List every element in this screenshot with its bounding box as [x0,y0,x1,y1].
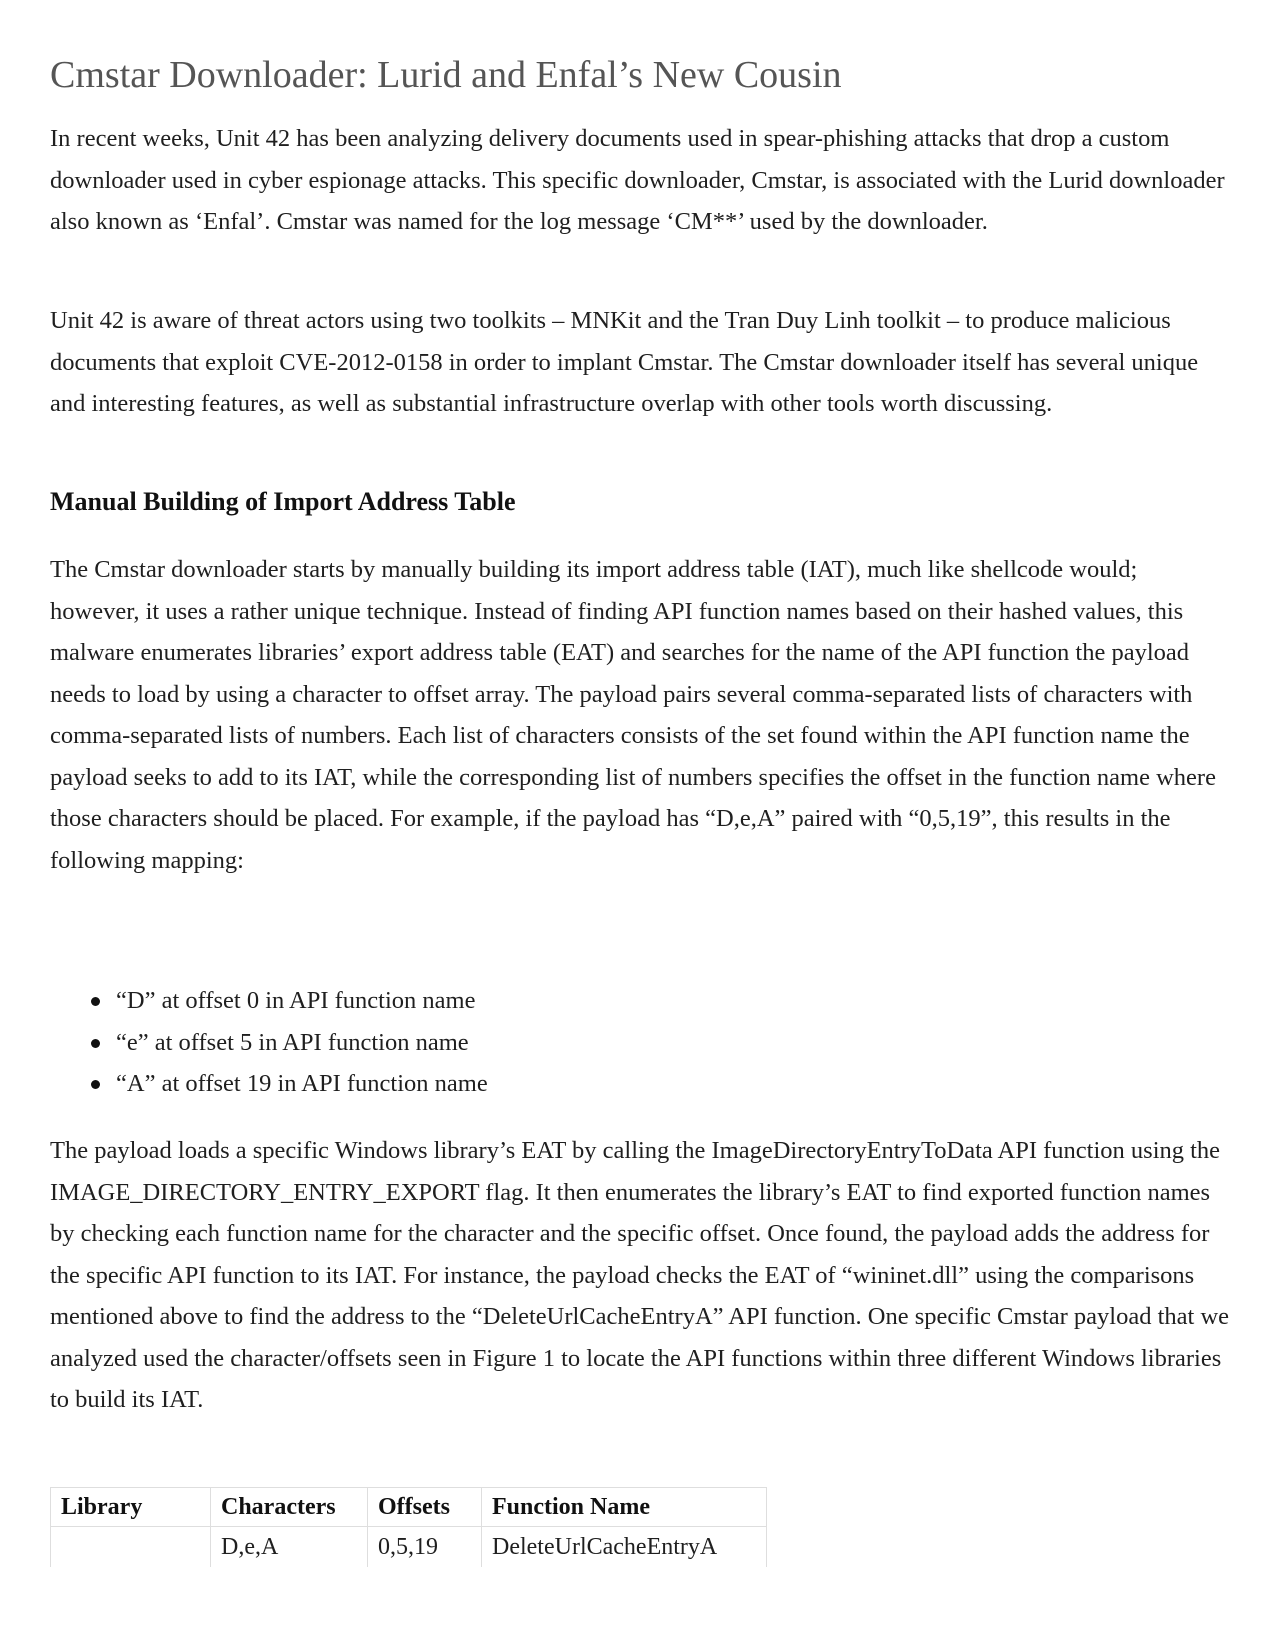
column-header-function-name: Function Name [482,1488,767,1527]
bullet-icon [91,997,100,1006]
list-item [50,1022,488,1064]
table-row [51,1527,767,1568]
list-item-text: “D” at offset 0 in API function name [116,987,476,1014]
column-header-characters: Characters [211,1488,368,1527]
cell-characters: D,e,A [211,1527,368,1568]
section-paragraph-2: The payload loads a specific Windows library’s EAT by calling the ImageDirectoryEntryToData API function using the IMAGE_DIRECTORY_ENTRY_EXPORT flag. It then enumerates the library’s EAT to find exported function names by checking each function name for the character and the specific offset. Once found, the payload adds the address for the specific API function to its IAT. For instance, the payload checks the EAT of “wininet.dll” using the comparisons mentioned above to find the address to the “DeleteUrlCacheEntryA” API function. One specific Cmstar payload that we analyzed used the character/offsets seen in Figure 1 to locate the API functions within three different Windows libraries to build its IAT. [50,1137,1230,1413]
bullet-icon [91,1080,100,1089]
section-heading: Manual Building of Import Address Table [50,487,516,516]
list-item [50,1063,488,1105]
cell-function-name: DeleteUrlCacheEntryA [482,1527,767,1568]
api-offsets-table [50,1487,767,1567]
offset-mapping-list [50,980,488,1105]
column-header-offsets: Offsets [368,1488,482,1527]
cell-offsets: 0,5,19 [368,1527,482,1568]
list-item-text: “e” at offset 5 in API function name [116,1028,469,1056]
section-paragraph-1: The Cmstar downloader starts by manually building its import address table (IAT), much like shellcode would; however, it uses a rather unique technique. Instead of finding API function names based on their hashed values, this malware enumerates libraries’ export address table (EAT) and searches for the name of the API function the payload needs to load by using a character to offset array. The payload pairs several comma-separated lists of characters with comma-separated lists of numbers. Each list of characters consists of the set found within the API function name the payload seeks to add to its IAT, while the corresponding list of numbers specifies the offset in the function name where those characters should be placed. For example, if the payload has “D,e,A” paired with “0,5,19”, this results in the following mapping: [50,556,1216,874]
list-item-text: “A” at offset 19 in API function name [116,1070,488,1097]
table-header-row [51,1488,767,1527]
intro-paragraph-1: In recent weeks, Unit 42 has been analyzing delivery documents used in spear-phishing attacks that drop a custom downloader used in cyber espionage attacks. This specific downloader, Cmstar, is associated with the Lurid downloader also known as ‘Enfal’. Cmstar was named for the log message ‘CM**’ used by the downloader. [50,125,1225,235]
article-title: Cmstar Downloader: Lurid and Enfal’s New Cousin [50,54,842,96]
column-header-library: Library [51,1488,211,1527]
list-item [50,980,488,1022]
cell-library [51,1527,211,1568]
intro-paragraph-2: Unit 42 is aware of threat actors using two toolkits – MNKit and the Tran Duy Linh toolkit – to produce malicious documents that exploit CVE-2012-0158 in order to implant Cmstar. The Cmstar downloader itself has several unique and interesting features, as well as substantial infrastructure overlap with other tools worth discussing. [50,307,1199,417]
bullet-icon [91,1039,100,1048]
